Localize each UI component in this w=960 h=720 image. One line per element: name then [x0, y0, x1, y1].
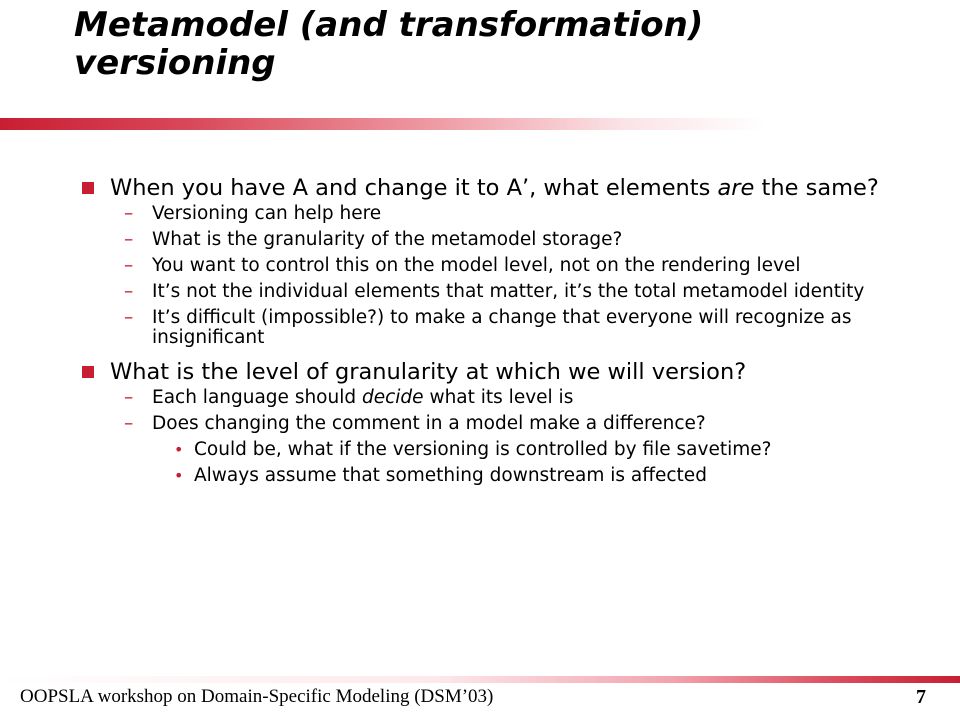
sub-bullet: [82, 308, 932, 348]
slide-title-line-1: Metamodel (and transformation): [74, 5, 704, 45]
square-bullet-icon: [82, 366, 94, 378]
sub-bullet-text-pre: Each language should: [152, 387, 362, 408]
dash-bullet-icon: –: [124, 307, 134, 328]
sub-bullet-text: Does changing the comment in a model make a difference?: [152, 413, 706, 434]
slide-title: [74, 6, 934, 82]
sub-bullet: [82, 230, 932, 250]
sub-bullet: [82, 282, 932, 302]
sub-bullet: [82, 204, 932, 224]
sub-sub-bullet-text: Could be, what if the versioning is controlled by file savetime?: [194, 439, 772, 460]
dash-bullet-icon: –: [124, 255, 134, 276]
sub-bullet-text: It’s difficult (impossible?) to make a change that everyone will recognize as insignificant: [152, 307, 852, 348]
bullet-1-text-em: are: [717, 175, 755, 201]
bullet-2-text: What is the level of granularity at which we will version?: [110, 359, 747, 385]
square-bullet-icon: [82, 182, 94, 194]
sub-bullet-text: You want to control this on the model level, not on the rendering level: [152, 255, 801, 276]
dash-bullet-icon: –: [124, 203, 134, 224]
sub-bullet-text-em: decide: [362, 387, 424, 408]
bullet-2: [82, 360, 932, 384]
dot-bullet-icon: •: [174, 440, 184, 459]
sub-sub-bullet: [82, 466, 932, 486]
dash-bullet-icon: –: [124, 281, 134, 302]
sub-bullet-text: Versioning can help here: [152, 203, 382, 224]
title-divider-band: [0, 118, 960, 130]
page-number: 7: [916, 686, 926, 708]
dash-bullet-icon: –: [124, 387, 134, 408]
slide-body: [82, 176, 932, 492]
sub-sub-bullet: [82, 440, 932, 460]
slide-title-line-2: versioning: [74, 43, 276, 83]
sub-bullet-text-post: what its level is: [423, 387, 574, 408]
bullet-1-text-pre: When you have A and change it to A’, what elements: [110, 175, 718, 201]
sub-bullet: [82, 414, 932, 434]
footer-divider-band: [0, 676, 960, 683]
sub-bullet: [82, 256, 932, 276]
footer-text: OOPSLA workshop on Domain-Specific Modeling (DSM’03): [20, 686, 494, 707]
dot-bullet-icon: •: [174, 466, 184, 485]
bullet-1-text-post: the same?: [754, 175, 879, 201]
sub-bullet-text: It’s not the individual elements that matter, it’s the total metamodel identity: [152, 281, 865, 302]
sub-sub-bullet-text: Always assume that something downstream is affected: [194, 465, 707, 486]
sub-bullet: [82, 388, 932, 408]
dash-bullet-icon: –: [124, 229, 134, 250]
sub-bullet-text: What is the granularity of the metamodel storage?: [152, 229, 623, 250]
dash-bullet-icon: –: [124, 413, 134, 434]
bullet-1: [82, 176, 932, 200]
